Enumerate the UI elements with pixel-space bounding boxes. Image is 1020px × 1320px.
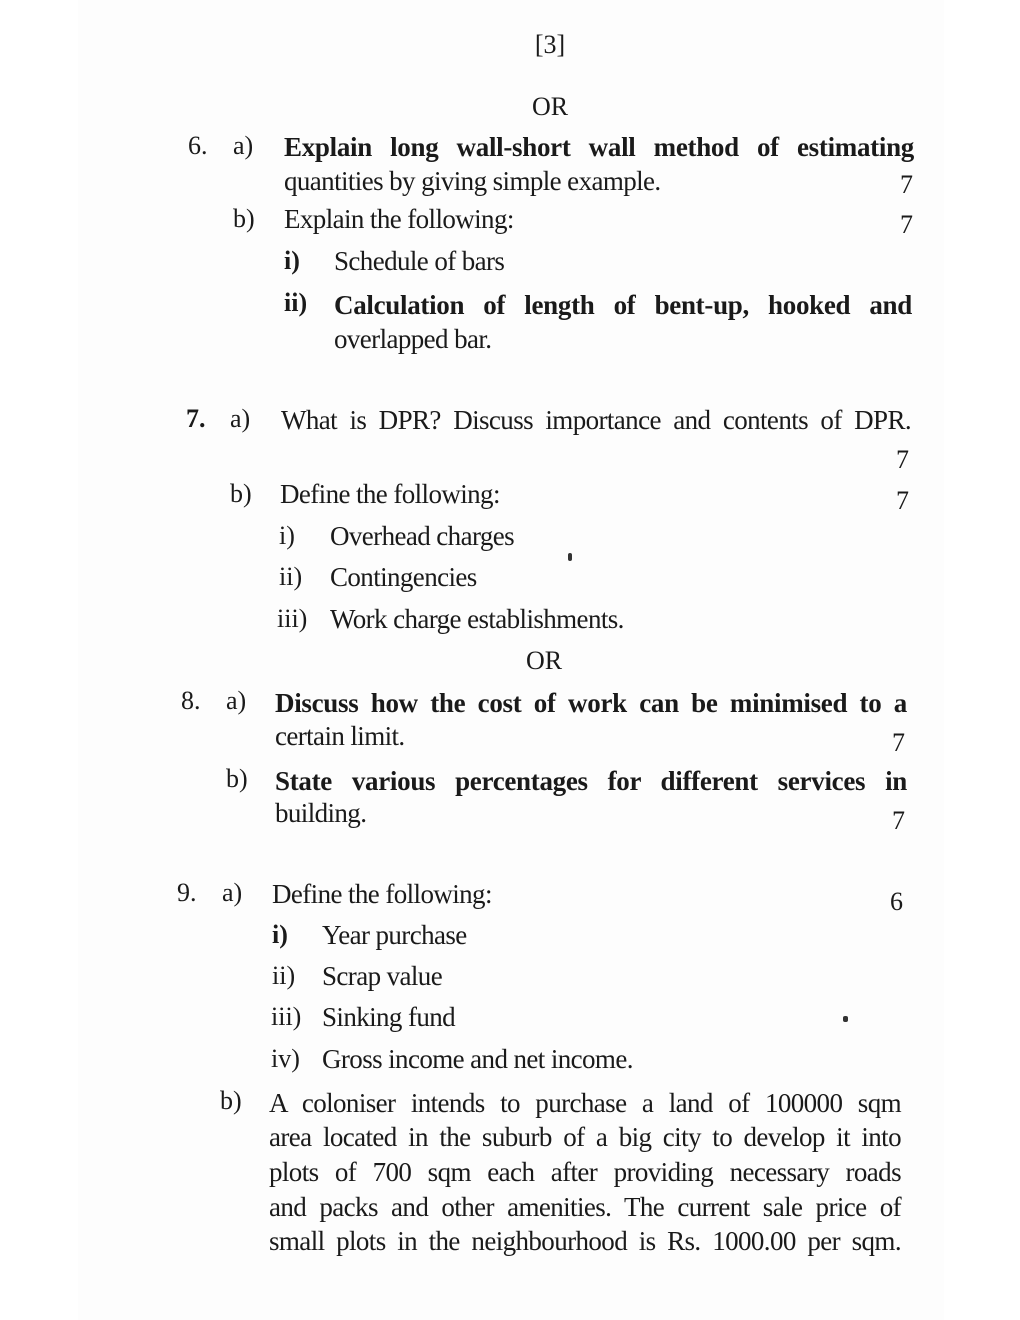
question-text: Explain long wall-short wall method of estimating: [284, 132, 914, 162]
subpart-label: i): [279, 521, 295, 550]
subpart-label: ii): [272, 961, 296, 990]
question-text: certain limit.: [275, 721, 405, 751]
question-text: State various percentages for different services in: [275, 766, 907, 796]
part-label: a): [222, 878, 243, 907]
subpart-text: Year purchase: [322, 920, 467, 950]
scan-speck: [568, 553, 572, 561]
marks: 7: [896, 445, 909, 474]
or-separator: OR: [531, 92, 569, 121]
part-label: b): [233, 204, 255, 233]
subpart-text: Calculation of length of bent-up, hooked and: [334, 290, 912, 320]
subpart-label: iii): [271, 1002, 302, 1031]
subpart-label: iii): [277, 604, 308, 633]
subpart-label: ii): [284, 288, 308, 317]
question-text: building.: [275, 798, 367, 828]
question-number: 7.: [186, 404, 206, 433]
question-text-line: plots of 700 sqm each after providing necessary roads: [269, 1157, 901, 1187]
marks: 7: [900, 210, 913, 239]
subpart-text: Scrap value: [322, 961, 443, 991]
part-label: b): [226, 764, 248, 793]
question-text-line: small plots in the neighbourhood is Rs. 1000.00 per sqm.: [269, 1226, 901, 1256]
subpart-text: Gross income and net income.: [322, 1044, 633, 1074]
part-label: a): [233, 131, 254, 160]
subpart-text: Contingencies: [330, 562, 477, 592]
scan-speck: [843, 1016, 848, 1022]
marks: 7: [892, 728, 905, 757]
page-number: [3]: [534, 30, 566, 59]
question-text-line: area located in the suburb of a big city to develop it into: [269, 1122, 901, 1152]
part-label: b): [220, 1086, 242, 1115]
subpart-label: ii): [279, 562, 303, 591]
or-separator: OR: [525, 646, 563, 675]
question-text: quantities by giving simple example.: [284, 166, 661, 196]
subpart-label: i): [284, 246, 300, 275]
question-text: Discuss how the cost of work can be minimised to a: [275, 688, 907, 718]
question-text: Explain the following:: [284, 204, 514, 234]
subpart-text: overlapped bar.: [334, 324, 492, 354]
part-label: a): [230, 404, 251, 433]
question-number: 6.: [188, 131, 208, 160]
subpart-label: iv): [271, 1044, 300, 1073]
subpart-text: Schedule of bars: [334, 246, 505, 276]
question-text: Define the following:: [280, 479, 500, 509]
question-text-line: and packs and other amenities. The current sale price of: [269, 1192, 901, 1222]
question-text: What is DPR? Discuss importance and contents of DPR.: [281, 405, 911, 435]
question-number: 8.: [181, 686, 201, 715]
subpart-text: Work charge establishments.: [330, 604, 624, 634]
marks: 7: [896, 486, 909, 515]
part-label: b): [230, 479, 252, 508]
marks: 7: [892, 806, 905, 835]
part-label: a): [226, 686, 247, 715]
subpart-label: i): [272, 920, 288, 949]
subpart-text: Sinking fund: [322, 1002, 456, 1032]
marks: 6: [890, 887, 903, 916]
question-text: Define the following:: [272, 879, 492, 909]
marks: 7: [900, 170, 913, 199]
subpart-text: Overhead charges: [330, 521, 515, 551]
question-text-line: A coloniser intends to purchase a land of 100000 sqm: [269, 1088, 901, 1118]
question-number: 9.: [177, 878, 197, 907]
